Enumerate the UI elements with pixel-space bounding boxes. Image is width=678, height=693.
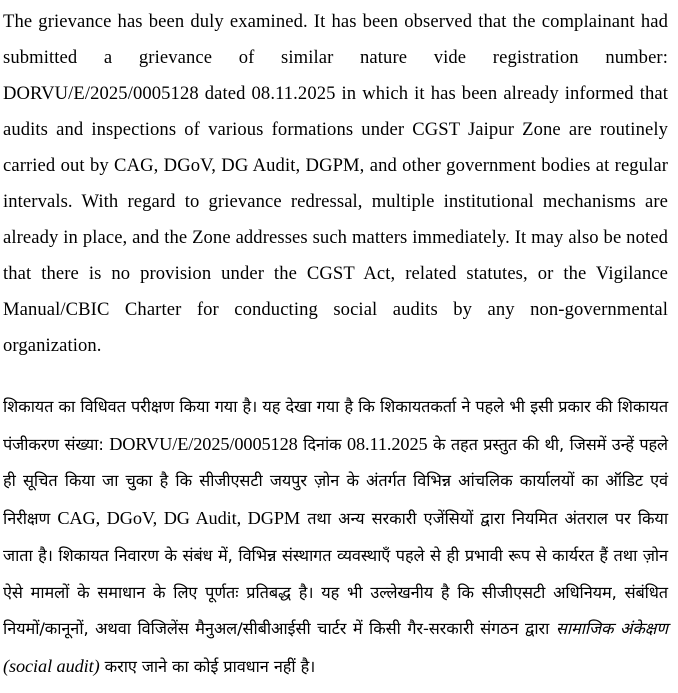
english-paragraph: The grievance has been duly examined. It has been observed that the complainant had submitted a grievance of similar nature vide registration number: DORVU/E/2025/0005128 dated 08.11.2025 in which it has been already informed that audits and inspections of various formations under CGST Jaipur Zone are routinely carried out by CAG, DGoV, DG Audit, DGPM, and other government bodies at regular intervals. With regard to grievance redressal, multiple institutional mechanisms are already in place, and the Zone addresses such matters immediately. It may also be noted that there is no provision under the CGST Act, related statutes, or the Vigilance Manual/CBIC Charter for conducting social audits by any non-governmental organization. [3,11,668,356]
hindi-text-segment: दिनांक [297,434,347,454]
hindi-text-segment: कराए जाने का कोई प्रावधान नहीं है। [99,656,316,676]
social-audit-english: (social audit) [3,655,100,676]
agency-list: CAG, DGoV, DG Audit, DGPM [57,508,301,529]
hindi-paragraph [3,389,668,686]
social-audit-hindi: सामाजिक अंकेक्षण [555,619,668,639]
hindi-text-segment: शिकायत का विधिवत परीक्षण किया गया है। यह देखा गया है कि शिकायतकर्ता ने पहले भी इसी प्रकार की शिकायत पंजीकरण संख्या: [3,397,668,454]
grievance-date: 08.11.2025 [346,433,428,454]
hindi-text-segment: के तहत प्रस्तुत की थी, जिसमें उन्हें पहले ही सूचित किया जा चुका है कि सीजीएसटी जयपुर ज़ोन के अंतर्गत विभिन्न आंचलिक कार्यालयों का ऑडिट एवं निरीक्षण [3,434,668,529]
registration-number: DORVU/E/2025/0005128 [109,433,298,454]
hindi-text-segment: तथा अन्य सरकारी एजेंसियों द्वारा नियमित अंतराल पर किया जाता है। शिकायत निवारण के संबंध में, विभिन्न संस्थागत व्यवस्थाएँ पहले से ही प्रभावी रूप से कार्यरत हैं तथा ज़ोन ऐसे मामलों के समाधान के लिए पूर्णतः प्रतिबद्ध है। यह भी उल्लेखनीय है कि सीजीएसटी अधिनियम, संबंधित नियमों/कानूनों, अथवा विजिलेंस मैनुअल/सीबीआईसी चार्टर में किसी गैर-सरकारी संगठन द्वारा [3,509,668,639]
